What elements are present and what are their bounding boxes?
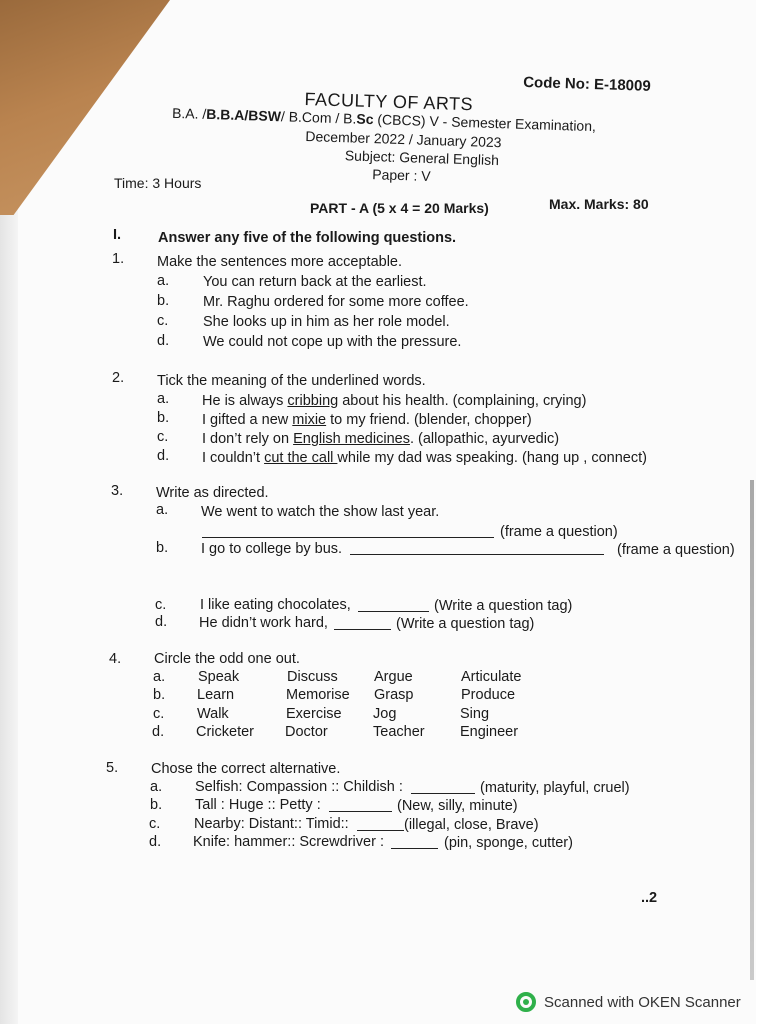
q2b-label: b. [157, 410, 170, 426]
q4-row-b: b. Learn Memorise Grasp Produce [153, 687, 516, 703]
q3a-label: a. [156, 502, 169, 518]
q5c-options: (illegal, close, Brave) [404, 817, 539, 833]
q2c-label: c. [157, 429, 169, 445]
q2d-label: d. [157, 448, 170, 464]
q1c-label: c. [157, 313, 169, 329]
q3d-hint: (Write a question tag) [396, 616, 535, 632]
q5b-options: (New, silly, minute) [397, 798, 518, 814]
course-line: B.A. /B.B.A/BSW/ B.Com / B.Sc (CBCS) V - Semester Examination, [171, 104, 597, 135]
q2d-text: I couldn’t cut the call while my dad was speaking. (hang up , connect) [202, 450, 647, 466]
q4-row-c: c. Walk Exercise Jog Sing [153, 706, 490, 722]
instruction-text: Answer any five of the following questions. [158, 230, 457, 246]
answer-blank [329, 811, 392, 812]
underlined-word: mixie [292, 412, 327, 428]
answer-blank [350, 554, 604, 555]
underlined-word: cribbing [287, 393, 339, 409]
answer-blank [391, 848, 438, 849]
instruction-number: I. [113, 227, 122, 243]
underlined-word: English medicines [293, 431, 410, 447]
answer-blank [411, 793, 475, 794]
underlined-word: cut the call [264, 450, 338, 466]
code-number: Code No: E-18009 [522, 73, 651, 95]
oken-logo-icon [516, 992, 536, 1012]
exam-session: December 2022 / January 2023 [305, 128, 502, 151]
q1-text: Make the sentences more acceptable. [157, 254, 403, 270]
q5a-text: Selfish: Compassion :: Childish : [195, 779, 403, 795]
q3c-hint: (Write a question tag) [434, 598, 573, 614]
q3a-hint: (frame a question) [500, 524, 618, 540]
q5-number: 5. [106, 760, 119, 776]
max-marks: Max. Marks: 80 [549, 196, 649, 212]
q1b-text: Mr. Raghu ordered for some more coffee. [203, 294, 469, 310]
answer-blank [202, 537, 494, 538]
q3c-label: c. [155, 597, 167, 613]
page-continuation: ..2 [641, 890, 658, 906]
q3d-text: He didn’t work hard, [199, 615, 328, 631]
q5b-text: Tall : Huge :: Petty : [195, 797, 321, 813]
q5d-label: d. [149, 834, 162, 850]
part-heading: PART - A (5 x 4 = 20 Marks) [310, 200, 489, 216]
q2-number: 2. [112, 370, 125, 386]
q3-text: Write as directed. [156, 485, 269, 501]
q1c-text: She looks up in him as her role model. [203, 314, 450, 330]
faculty-title: FACULTY OF ARTS [304, 88, 474, 115]
q5c-text: Nearby: Distant:: Timid:: [194, 816, 349, 832]
q3b-text: I go to college by bus. [201, 541, 343, 557]
q1b-label: b. [157, 293, 170, 309]
answer-blank [334, 629, 391, 630]
q3-number: 3. [111, 483, 124, 499]
q3a-text: We went to watch the show last year. [201, 504, 440, 520]
exam-paper: Paper : V [372, 166, 431, 184]
q5c-label: c. [149, 816, 161, 832]
q5d-options: (pin, sponge, cutter) [444, 835, 573, 851]
q3d-label: d. [155, 614, 168, 630]
scanner-watermark [516, 990, 741, 1014]
q2-text: Tick the meaning of the underlined words. [157, 373, 426, 389]
q2a-text: He is always cribbing about his health. (complaining, crying) [202, 393, 587, 409]
answer-blank [358, 611, 429, 612]
q4-row-a: a. Speak Discuss Argue Articulate [153, 669, 522, 685]
q2b-text: I gifted a new mixie to my friend. (blender, chopper) [202, 412, 532, 428]
scanner-text: Scanned with OKEN Scanner [544, 993, 741, 1011]
q1d-label: d. [157, 333, 170, 349]
q4-row-d: d. Cricketer Doctor Teacher Engineer [152, 724, 519, 740]
q5-text: Chose the correct alternative. [151, 761, 341, 777]
q3b-label: b. [156, 540, 169, 556]
q5a-label: a. [150, 779, 163, 795]
q3b-hint: (frame a question) [617, 542, 735, 558]
q5b-label: b. [150, 797, 163, 813]
q1a-text: You can return back at the earliest. [203, 274, 427, 290]
q5d-text: Knife: hammer:: Screwdriver : [193, 834, 384, 850]
q1d-text: We could not cope up with the pressure. [203, 334, 462, 350]
exam-time: Time: 3 Hours [114, 175, 202, 191]
q3c-text: I like eating chocolates, [200, 597, 351, 613]
q4-text: Circle the odd one out. [154, 651, 300, 667]
q4-number: 4. [109, 651, 122, 667]
answer-blank [357, 830, 404, 831]
q1-number: 1. [112, 251, 125, 267]
q5a-options: (maturity, playful, cruel) [480, 780, 630, 796]
exam-subject: Subject: General English [344, 147, 500, 169]
q1a-label: a. [157, 273, 170, 289]
q2a-label: a. [157, 391, 170, 407]
q2c-text: I don’t rely on English medicines. (allopathic, ayurvedic) [202, 431, 560, 447]
exam-header [0, 0, 768, 232]
